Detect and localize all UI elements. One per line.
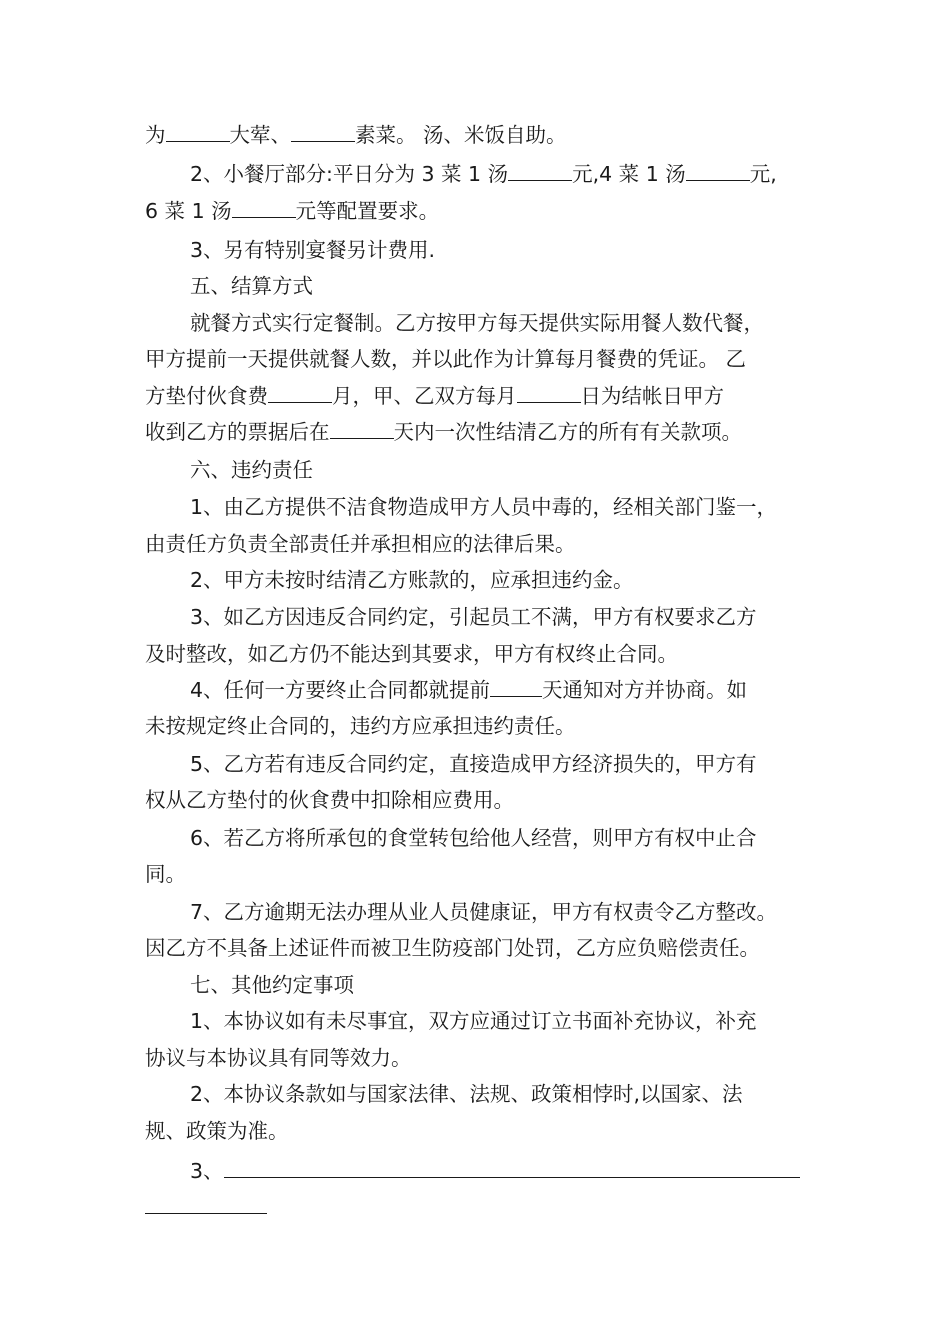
- text-line: [190, 670, 950, 710]
- text-line: 7、乙方逾期无法办理从业人员健康证，甲方有权责令乙方整改。: [190, 900, 778, 924]
- blank-field: [330, 416, 394, 439]
- text-line: [145, 412, 950, 452]
- text-line: 由责任方负责全部责任并承担相应的法律后果。: [145, 532, 576, 556]
- text-line: 因乙方不具备上述证件而被卫生防疫部门处罚，乙方应负赔偿责任。: [145, 936, 760, 960]
- text-line: 2、甲方未按时结清乙方账款的，应承担违约金。: [190, 568, 634, 592]
- text-line: 及时整改，如乙方仍不能达到其要求，甲方有权终止合同。: [145, 642, 678, 666]
- text-segment: 大荤、: [229, 123, 291, 147]
- text-segment: 月，甲、乙双方每月: [332, 384, 517, 408]
- text-segment: 收到乙方的票据后在: [145, 420, 330, 444]
- blank-field: [224, 1155, 800, 1178]
- text-segment: 天通知对方并协商。如: [542, 678, 748, 702]
- text-line: [145, 115, 950, 155]
- blank-field: [508, 158, 572, 181]
- text-line: 2、本协议条款如与国家法律、法规、政策相悖时,以国家、法: [190, 1082, 743, 1106]
- text-segment: 元,4 菜 1 汤: [572, 162, 686, 186]
- text-line: 就餐方式实行定餐制。乙方按甲方每天提供实际用餐人数代餐，: [190, 311, 764, 335]
- text-line: 5、乙方若有违反合同约定，直接造成甲方经济损失的，甲方有: [190, 752, 757, 776]
- text-segment: 6 菜 1 汤: [145, 199, 232, 223]
- text-line: 协议与本协议具有同等效力。: [145, 1046, 412, 1070]
- section-heading: 五、结算方式: [190, 274, 313, 298]
- text-line: [190, 154, 950, 194]
- text-line: [145, 376, 950, 416]
- text-segment: 2、小餐厅部分:平日分为 3 菜 1 汤: [190, 162, 509, 186]
- section-heading: 七、其他约定事项: [190, 973, 354, 997]
- text-line: 同。: [145, 862, 186, 886]
- text-segment: 3、: [190, 1159, 224, 1183]
- text-segment: 为: [145, 123, 166, 147]
- text-line: 6、若乙方将所承包的食堂转包给他人经营，则甲方有权中止合: [190, 826, 757, 850]
- blank-field: [291, 119, 355, 142]
- text-segment: 日为结帐日甲方: [580, 384, 724, 408]
- text-line: [145, 1187, 950, 1227]
- text-line: [190, 1151, 950, 1191]
- text-line: 未按规定终止合同的，违约方应承担违约责任。: [145, 714, 576, 738]
- text-segment: 素菜。 汤、米饭自助。: [355, 123, 567, 147]
- text-segment: 元等配置要求。: [295, 199, 440, 223]
- blank-field: [490, 674, 542, 697]
- text-segment: 天内一次性结清乙方的所有有关款项。: [393, 420, 742, 444]
- text-line: 权从乙方垫付的伙食费中扣除相应费用。: [145, 788, 514, 812]
- blank-field: [232, 195, 296, 218]
- blank-field: [166, 119, 230, 142]
- text-line: 规、政策为准。: [145, 1119, 289, 1143]
- text-line: 3、另有特别宴餐另计费用.: [190, 238, 436, 262]
- blank-field: [268, 380, 332, 403]
- text-segment: 方垫付伙食费: [145, 384, 268, 408]
- section-heading: 六、违约责任: [190, 458, 313, 482]
- blank-field: [145, 1191, 267, 1214]
- blank-field: [686, 158, 750, 181]
- text-segment: 4、任何一方要终止合同都就提前: [190, 678, 491, 702]
- text-line: 甲方提前一天提供就餐人数，并以此作为计算每月餐费的凭证。 乙: [145, 347, 747, 371]
- text-line: [145, 191, 950, 231]
- text-line: 3、如乙方因违反合同约定，引起员工不满，甲方有权要求乙方: [190, 605, 757, 629]
- text-segment: 元,: [749, 162, 777, 186]
- text-line: 1、由乙方提供不洁食物造成甲方人员中毒的，经相关部门鉴一，: [190, 495, 778, 519]
- blank-field: [517, 380, 581, 403]
- text-line: 1、本协议如有未尽事宜，双方应通过订立书面补充协议，补充: [190, 1009, 757, 1033]
